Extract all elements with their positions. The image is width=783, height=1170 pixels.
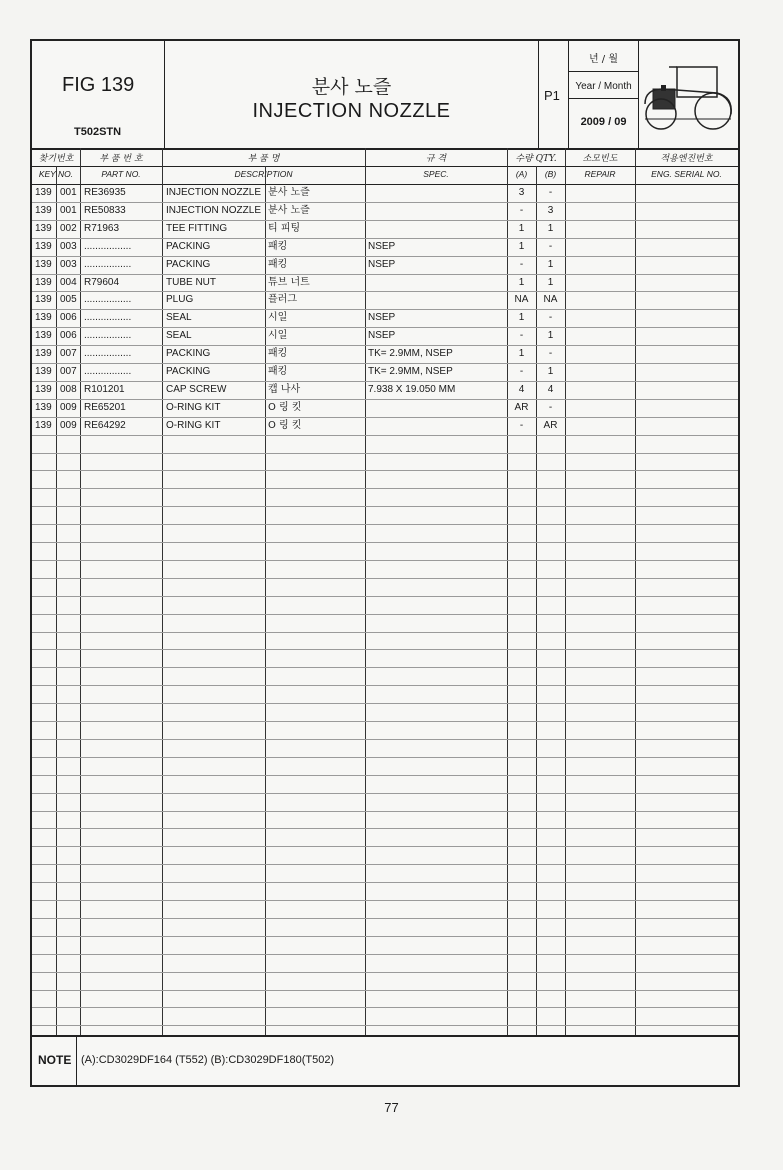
row-description-ko: 분사 노즐 (268, 187, 310, 198)
row-key: 006 (60, 312, 77, 324)
year-month-cell (569, 41, 639, 148)
row-description-ko: O 링 킷 (268, 419, 302, 431)
row-part-no: ................. (84, 330, 132, 342)
row-fig: 139 (35, 383, 52, 395)
row-fig: 139 (35, 258, 52, 270)
title-korean: 분사 노즐 (311, 76, 392, 98)
row-qty-b: - (548, 348, 553, 360)
row-description: PLUG (166, 294, 194, 306)
row-qty-b: - (548, 312, 553, 324)
row-fig: 139 (35, 330, 52, 342)
row-qty-b: 1 (547, 258, 554, 270)
row-part-no: RE50833 (84, 204, 126, 216)
row-description-ko: 시일 (268, 330, 288, 342)
row-part-no: ................. (84, 312, 132, 324)
row-fig: 139 (35, 276, 52, 288)
row-qty-b: NA (543, 294, 558, 306)
row-description-ko: 튜브 너트 (268, 276, 310, 288)
row-fig: 139 (35, 348, 52, 360)
col-qty-a: (A) (515, 169, 528, 179)
row-qty-a: AR (514, 401, 529, 413)
row-qty-a: - (519, 419, 524, 431)
year-month-label: Year / Month (575, 81, 632, 92)
row-part-no: ................. (84, 348, 132, 360)
row-description: O-RING KIT (166, 419, 221, 431)
row-qty-a: 1 (518, 240, 525, 252)
row-description: PACKING (166, 366, 211, 377)
row-qty-b: 1 (547, 330, 554, 342)
row-key: 009 (60, 401, 77, 413)
row-spec: NSEP (368, 312, 396, 324)
col-serial: 적용엔진번호 ENG. SERIAL NO. (651, 154, 722, 179)
row-part-no: RE64292 (84, 419, 126, 431)
model-name: T502STN (74, 126, 122, 138)
row-description: PACKING (166, 240, 211, 252)
row-key: 008 (60, 383, 77, 395)
row-part-no: ................. (84, 240, 132, 252)
row-qty-a: 4 (518, 383, 525, 395)
row-part-no: ................. (84, 366, 132, 377)
row-fig: 139 (35, 294, 52, 306)
row-description: TUBE NUT (166, 276, 216, 288)
col-spec: 규 격 SPEC. (423, 154, 449, 179)
row-fig: 139 (35, 222, 52, 234)
row-spec: NSEP (368, 330, 396, 342)
row-qty-b: 1 (547, 366, 554, 377)
page-number: 77 (384, 1100, 399, 1115)
row-description-ko: 패킹 (268, 240, 288, 252)
issue-date: 2009 / 09 (580, 116, 627, 128)
row-description: CAP SCREW (166, 383, 227, 395)
row-qty-a: 1 (518, 348, 525, 360)
page-cell (539, 41, 569, 148)
row-qty-a: - (519, 330, 524, 342)
row-description-ko: 패킹 (268, 366, 288, 377)
row-part-no: RE36935 (84, 187, 126, 198)
row-qty-a: 1 (518, 222, 525, 234)
row-description: PACKING (166, 258, 211, 270)
row-qty-a: - (519, 204, 524, 216)
note-text: (A):CD3029DF164 (T552) (B):CD3029DF180(T502) (81, 1054, 335, 1066)
row-description-ko: 분사 노즐 (268, 204, 310, 216)
row-part-no: R71963 (84, 222, 120, 234)
tractor-icon (641, 59, 736, 134)
row-description-ko: 플러그 (268, 294, 297, 306)
col-qty: 수량 QTY. (515, 154, 557, 164)
row-description-ko: 캡 나사 (268, 383, 301, 395)
row-qty-a: 3 (518, 187, 525, 198)
row-qty-a: 1 (518, 276, 525, 288)
col-key: 찾기번호 KEY NO. (38, 154, 74, 179)
row-qty-b: AR (543, 419, 558, 431)
title-english: INJECTION NOZZLE (252, 100, 451, 122)
row-qty-a: NA (514, 294, 529, 306)
tractor-icon-cell (639, 41, 738, 148)
row-spec: NSEP (368, 240, 396, 252)
row-spec: 7.938 X 19.050 MM (368, 383, 456, 395)
row-qty-a: - (519, 258, 524, 270)
row-fig: 139 (35, 187, 52, 198)
row-key: 001 (60, 204, 77, 216)
col-repair: 소모빈도 REPAIR (582, 154, 618, 179)
row-part-no: R101201 (84, 383, 125, 395)
figure-cell (32, 41, 165, 148)
row-description-ko: O 링 킷 (268, 401, 302, 413)
row-key: 009 (60, 419, 77, 431)
sheet-header (32, 41, 738, 150)
row-qty-a: 1 (518, 312, 525, 324)
row-spec: NSEP (368, 258, 396, 270)
row-qty-b: - (548, 240, 553, 252)
row-spec: TK= 2.9MM, NSEP (368, 366, 453, 377)
row-fig: 139 (35, 419, 52, 431)
row-description-ko: 시일 (268, 312, 288, 324)
row-qty-b: - (548, 401, 553, 413)
figure-number: FIG 139 (62, 74, 135, 96)
row-fig: 139 (35, 240, 52, 252)
row-fig: 139 (35, 204, 52, 216)
row-fig: 139 (35, 366, 52, 377)
row-description: SEAL (166, 330, 192, 342)
row-part-no: ................. (84, 294, 132, 306)
row-fig: 139 (35, 401, 52, 413)
row-key: 007 (60, 348, 77, 360)
row-key: 004 (60, 276, 77, 288)
row-qty-b: - (548, 187, 553, 198)
row-key: 002 (60, 222, 77, 234)
year-month-korean: 년 / 월 (588, 54, 619, 65)
row-description: INJECTION NOZZLE (166, 187, 262, 198)
row-description: TEE FITTING (166, 222, 228, 234)
note-label: NOTE (38, 1053, 72, 1067)
row-key: 003 (60, 240, 77, 252)
row-qty-b: 1 (547, 276, 554, 288)
col-qty-b: (B) (544, 169, 557, 179)
row-key: 003 (60, 258, 77, 270)
row-key: 001 (60, 187, 77, 198)
col-part: 부 품 번 호 PART NO. (99, 154, 143, 179)
row-description: SEAL (166, 312, 192, 324)
note-area (32, 1035, 738, 1087)
row-part-no: RE65201 (84, 401, 126, 413)
row-part-no: ................. (84, 258, 132, 270)
row-description-ko: 티 피팅 (268, 222, 301, 234)
col-description: 부 품 명 DESCRIPTION (234, 154, 293, 179)
parts-sheet (30, 39, 740, 1087)
row-description: INJECTION NOZZLE (166, 204, 262, 216)
title-cell (165, 41, 539, 148)
column-header (32, 148, 738, 185)
row-description-ko: 패킹 (268, 348, 288, 360)
row-qty-b: 4 (547, 383, 554, 395)
row-fig: 139 (35, 312, 52, 324)
row-qty-b: 1 (547, 222, 554, 234)
row-description-ko: 패킹 (268, 258, 288, 270)
row-qty-a: - (519, 366, 524, 377)
row-qty-b: 3 (547, 204, 554, 216)
row-key: 007 (60, 366, 77, 377)
row-description: PACKING (166, 348, 211, 360)
row-key: 005 (60, 294, 77, 306)
row-key: 006 (60, 330, 77, 342)
page-code: P1 (544, 88, 560, 103)
row-description: O-RING KIT (166, 401, 221, 413)
row-spec: TK= 2.9MM, NSEP (368, 348, 453, 360)
row-part-no: R79604 (84, 276, 120, 288)
